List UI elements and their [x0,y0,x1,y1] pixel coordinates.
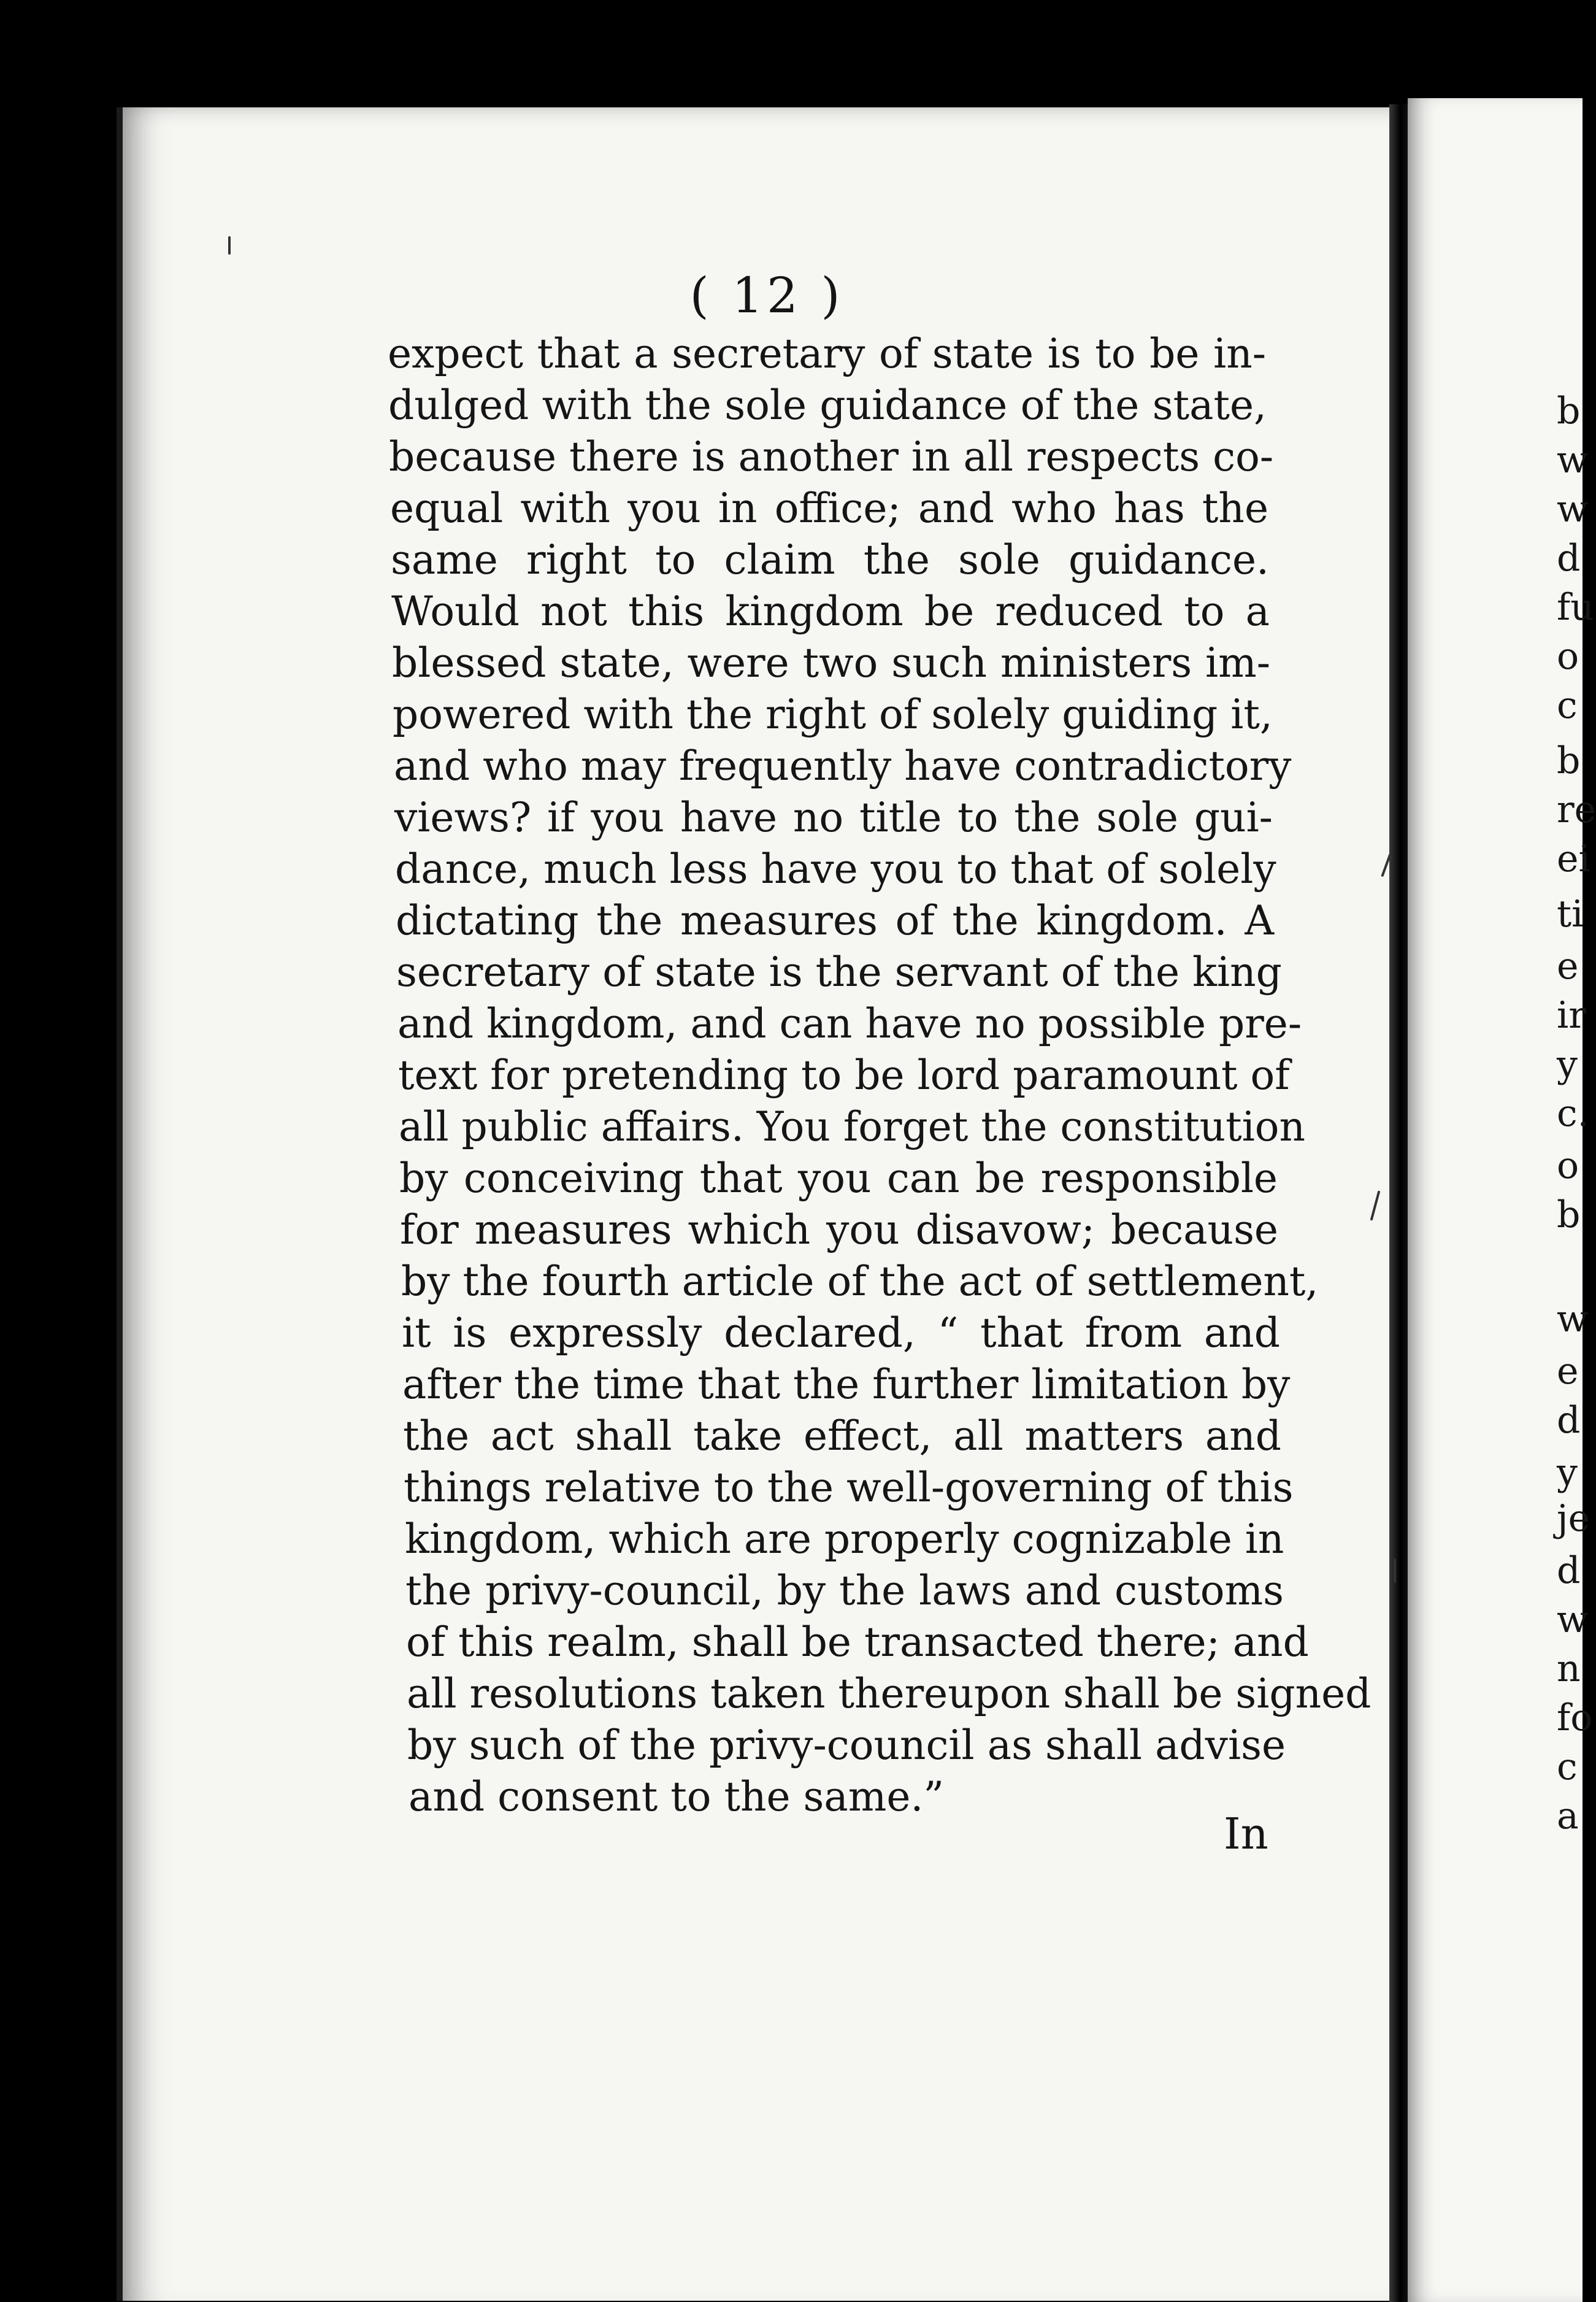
facing-page-fragment: re [1557,788,1596,831]
text-line: powered with the right of solely guiding it, [393,691,1273,738]
facing-page-fragment: c. [1557,1092,1589,1135]
facing-page-fragment: w [1557,488,1589,531]
text-line: all resolutions taken thereupon shall be signed [407,1670,1372,1717]
facing-page-fragment: e [1557,1350,1579,1393]
page-number: ( 12 ) [689,267,844,324]
text-line: of this realm, shall be transacted there; and [406,1619,1309,1666]
facing-page-fragment: ei [1557,837,1590,880]
margin-mark [228,236,231,255]
text-line: same right to claim the sole guidance. [391,536,1269,583]
text-line: by such of the privy-council as shall advise [407,1722,1286,1769]
text-line: kingdom, which are properly cognizable in [405,1515,1284,1563]
book-gutter [1389,104,1408,2302]
text-line: the privy-council, by the laws and customs [405,1567,1284,1614]
facing-page-fragment: y [1557,1043,1578,1086]
text-line: it is expressly declared, “ that from and [402,1309,1280,1357]
facing-page-fragment: d [1557,1399,1581,1442]
catchword: In [1224,1809,1268,1859]
text-line: by the fourth article of the act of settlement, [401,1258,1319,1305]
facing-page-fragment: y [1557,1451,1578,1494]
text-line: views? if you have no title to the sole gui- [394,794,1273,841]
facing-page-fragment: o [1557,1144,1579,1187]
text-line: after the time that the further limitation by [402,1361,1291,1408]
facing-page-fragment: d [1557,537,1581,580]
text-line: expect that a secretary of state is to be in- [388,330,1266,377]
text-line: dance, much less have you to that of solely [395,845,1276,893]
text-line: secretary of state is the servant of the king [396,949,1282,996]
facing-page-fragment: c [1557,1746,1578,1788]
text-line: Would not this kingdom be reduced to a [391,588,1270,635]
text-line: and consent to the same.” [409,1773,945,1820]
facing-page-fragment: b [1557,390,1581,433]
facing-page-fragment: w [1557,439,1589,482]
text-line: because there is another in all respects co- [389,433,1274,480]
facing-page-fragment: b [1557,739,1581,782]
facing-page-fragment: je [1557,1497,1590,1540]
facing-page-fragment: w [1557,1598,1589,1641]
facing-page-fragment: d [1557,1549,1581,1592]
text-line: and who may frequently have contradictory [394,742,1292,790]
text-line: for measures which you disavow; because [400,1206,1278,1253]
facing-page-fragment: w [1557,1298,1589,1341]
text-line: by conceiving that you can be responsible [399,1155,1278,1202]
text-line: dulged with the sole guidance of the state, [388,382,1267,429]
facing-page-fragment: fu [1557,586,1594,629]
facing-page-fragment: o [1557,635,1579,678]
margin-mark [1394,1558,1396,1583]
facing-page-fragment: a [1557,1795,1579,1838]
facing-page-fragment: ir [1557,994,1586,1037]
facing-page-fragment: e [1557,945,1579,988]
facing-page-fragment: fo [1557,1696,1593,1739]
text-line: things relative to the well-governing of this [404,1464,1294,1511]
facing-page-fragment: ti [1557,893,1584,936]
text-line: all public affairs. You forget the constitution [399,1103,1306,1150]
text-line: dictating the measures of the kingdom. A [396,897,1274,944]
text-line: blessed state, were two such ministers im- [392,639,1270,687]
text-line: the act shall take effect, all matters and [403,1412,1281,1460]
facing-page-fragment: b [1557,1193,1581,1236]
facing-page-fragment: c [1557,684,1578,727]
facing-page-fragment: n [1557,1647,1581,1690]
text-line: text for pretending to be lord paramount of [398,1052,1290,1099]
text-line: equal with you in office; and who has the [390,485,1268,532]
text-line: and kingdom, and can have no possible pre- [397,1000,1302,1047]
